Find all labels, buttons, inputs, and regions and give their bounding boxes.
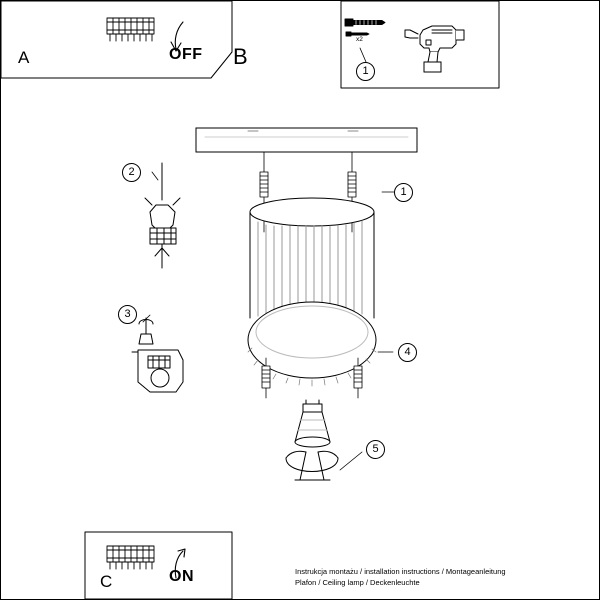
bulb-spring-ring (286, 451, 338, 480)
step-badge-1-tools: 1 (356, 62, 375, 81)
section-b-label: B (233, 44, 248, 69)
wire-connector-2 (145, 163, 180, 268)
connector-block-3 (132, 318, 183, 392)
step-badge-3: 3 (118, 305, 137, 324)
panel-c-state-label: ON (169, 568, 194, 585)
step-badge-1-ceiling: 1 (394, 183, 413, 202)
leader-lines (143, 48, 394, 470)
step-badge-4: 4 (398, 343, 417, 362)
step-badge-2: 2 (122, 163, 141, 182)
footer-line-2: Plafon / Ceiling lamp / Deckenleuchte (295, 578, 420, 587)
panel-a-state-label: OFF (169, 46, 203, 63)
panel-a-box (1, 1, 232, 78)
screw-quantity-label: x2 (356, 36, 363, 43)
panel-c-letter: C (100, 572, 113, 591)
panel-a-letter: A (18, 48, 30, 67)
wire-sleeve-left (260, 172, 268, 197)
footer-line-1: Instrukcja montażu / installation instructions / Montageanleitung (295, 567, 506, 576)
lamp-body (248, 198, 376, 386)
bulb-icon (295, 400, 330, 447)
wire-sleeve-right (348, 172, 356, 197)
ceiling-plate (196, 128, 417, 152)
step-badge-5: 5 (366, 440, 385, 459)
